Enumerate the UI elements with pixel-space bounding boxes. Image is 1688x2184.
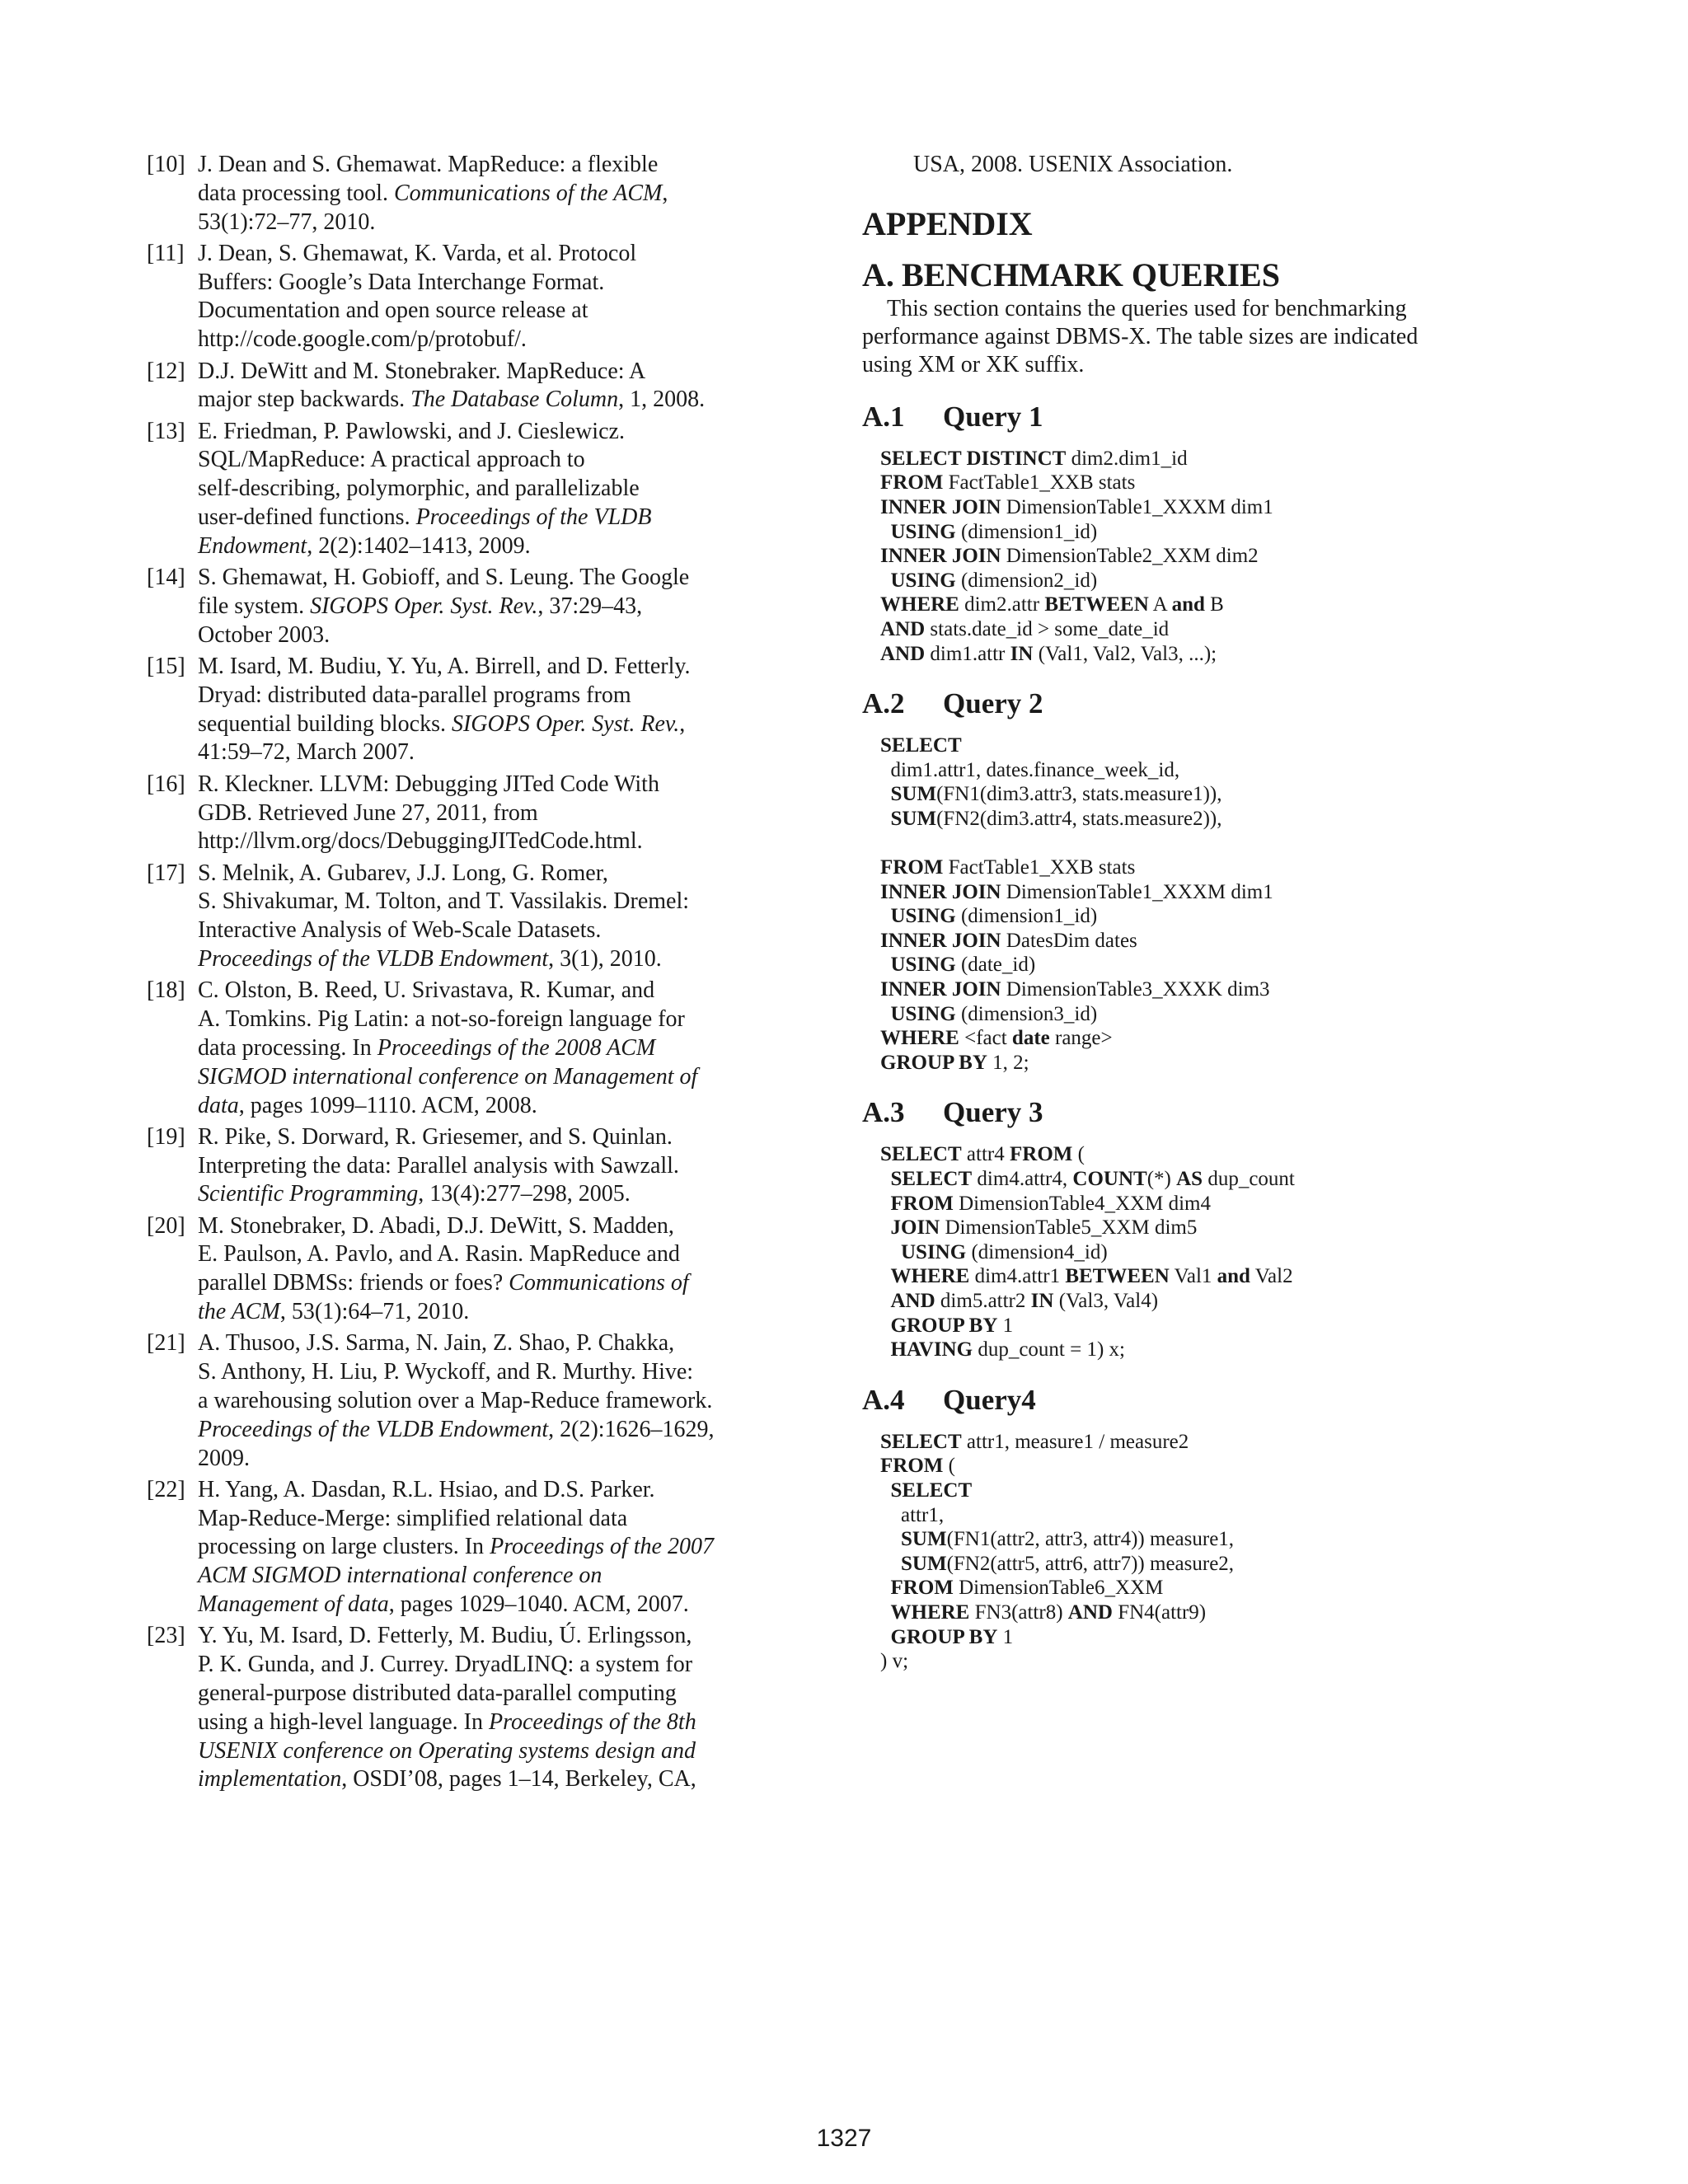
- sql-keyword: IN: [1030, 1290, 1054, 1313]
- sql-keyword: COUNT: [1072, 1168, 1147, 1191]
- italic-text: Proceedings of the 2008 ACM: [377, 1034, 656, 1061]
- reference-entry: [147, 1123, 806, 1209]
- sql-line: USING (dimension1_id): [890, 520, 1098, 543]
- query-number: A.4: [862, 1383, 905, 1416]
- italic-text: data: [198, 1092, 239, 1118]
- sql-keyword: SELECT: [890, 1479, 973, 1502]
- reference-continuation: USA, 2008. USENIX Association.: [913, 152, 1233, 177]
- sql-keyword: and: [1171, 593, 1205, 616]
- reference-line: file system. SIGOPS Oper. Syst. Rev., 37:29–43,: [198, 593, 643, 619]
- page-number: 1327: [816, 2125, 872, 2152]
- sql-line: WHERE <fact date range>: [880, 1027, 1113, 1050]
- sql-keyword: BETWEEN: [1065, 1265, 1170, 1288]
- sql-keyword: INNER JOIN: [880, 545, 1001, 568]
- sql-keyword: FROM: [1010, 1143, 1073, 1166]
- italic-text: Communications of: [509, 1270, 689, 1296]
- sql-keyword: BETWEEN: [1044, 593, 1149, 616]
- sql-code-block: [862, 733, 1522, 1075]
- reference-line: Proceedings of the VLDB Endowment, 2(2):1626–1629,: [198, 1416, 715, 1442]
- reference-line: the ACM, 53(1):64–71, 2010.: [198, 1299, 470, 1325]
- sql-keyword: FROM: [890, 1192, 954, 1215]
- italic-text: Proceedings of the 8th: [489, 1708, 696, 1735]
- reference-line: http://code.google.com/p/protobuf/.: [198, 326, 527, 353]
- italic-text: SIGOPS Oper. Syst. Rev.: [310, 593, 538, 619]
- sql-line: SELECT DISTINCT dim2.dim1_id: [880, 447, 1188, 470]
- sql-line: JOIN DimensionTable5_XXM dim5: [890, 1216, 1198, 1240]
- sql-line: USING (dimension4_id): [901, 1240, 1108, 1263]
- italic-text: Management of data: [198, 1591, 389, 1618]
- sql-line: FROM DimensionTable6_XXM: [890, 1577, 1164, 1600]
- sql-keyword: GROUP BY: [890, 1625, 998, 1648]
- sql-keyword: GROUP BY: [890, 1314, 998, 1337]
- appendix-column: [862, 151, 1522, 1674]
- sql-keyword: WHERE: [890, 1265, 970, 1288]
- reference-line: S. Ghemawat, H. Gobioff, and S. Leung. The Google: [198, 565, 690, 591]
- sql-keyword: SELECT: [880, 734, 962, 757]
- reference-line: Buffers: Google’s Data Interchange Format.: [198, 269, 605, 295]
- sql-line: [880, 832, 1522, 856]
- reference-line: October 2003.: [198, 621, 331, 648]
- reference-number: [18]: [147, 977, 185, 1004]
- sql-line: FROM (: [880, 1455, 955, 1478]
- sql-keyword: INNER JOIN: [880, 495, 1001, 518]
- sql-line: HAVING dup_count = 1) x;: [890, 1338, 1125, 1361]
- sql-code-block: [862, 447, 1522, 666]
- reference-line: Management of data, pages 1029–1040. ACM, 2007.: [198, 1591, 689, 1618]
- query-heading: [862, 1382, 1522, 1418]
- sql-line: USING (dimension1_id): [890, 905, 1098, 928]
- reference-line: J. Dean, S. Ghemawat, K. Varda, et al. Protocol: [198, 240, 637, 266]
- reference-line: Dryad: distributed data-parallel programs from: [198, 682, 631, 708]
- reference-line: C. Olston, B. Reed, U. Srivastava, R. Kumar, and: [198, 977, 655, 1004]
- sql-keyword: FROM: [880, 856, 944, 879]
- reference-line: SQL/MapReduce: A practical approach to: [198, 447, 585, 473]
- sql-keyword: USING: [890, 520, 956, 543]
- reference-line: implementation, OSDI’08, pages 1–14, Berkeley, CA,: [198, 1766, 696, 1793]
- sql-keyword: HAVING: [890, 1338, 973, 1361]
- sql-line: SUM(FN1(attr2, attr3, attr4)) measure1,: [901, 1528, 1235, 1551]
- reference-line: processing on large clusters. In Proceedings of the 2007: [198, 1534, 714, 1560]
- reference-number: [19]: [147, 1123, 185, 1150]
- reference-line: S. Shivakumar, M. Tolton, and T. Vassilakis. Dremel:: [198, 888, 690, 915]
- sql-keyword: FROM: [890, 1577, 954, 1600]
- sql-keyword: USING: [890, 569, 956, 592]
- sql-keyword: WHERE: [890, 1601, 970, 1624]
- sql-keyword: WHERE: [880, 593, 959, 616]
- reference-line: self-describing, polymorphic, and parallelizable: [198, 476, 640, 502]
- appendix-heading: APPENDIX: [862, 204, 1033, 242]
- reference-line: using a high-level language. In Proceedings of the 8th: [198, 1708, 696, 1735]
- sql-code-block: [862, 1142, 1522, 1361]
- sql-keyword: JOIN: [890, 1216, 940, 1240]
- reference-entry: [147, 653, 806, 767]
- reference-line: J. Dean and S. Ghemawat. MapReduce: a flexible: [198, 152, 659, 177]
- section-number: A.: [862, 255, 894, 293]
- reference-line: data processing tool. Communications of the ACM,: [198, 180, 668, 206]
- sql-line: SUM(FN1(dim3.attr3, stats.measure1)),: [890, 783, 1222, 806]
- query-number: A.2: [862, 687, 905, 720]
- reference-line: S. Anthony, H. Liu, P. Wyckoff, and R. Murthy. Hive:: [198, 1359, 694, 1385]
- reference-number: [20]: [147, 1212, 185, 1239]
- reference-line: 2009.: [198, 1445, 250, 1471]
- query-title: Query 2: [943, 687, 1043, 720]
- intro-line: performance against DBMS-X. The table sizes are indicated: [862, 323, 1418, 349]
- reference-entry: [147, 240, 806, 354]
- section-intro: [862, 295, 1522, 379]
- reference-line: [198, 1063, 806, 1092]
- sql-line: USING (date_id): [890, 954, 1036, 977]
- sql-keyword: USING: [901, 1240, 967, 1263]
- sql-keyword: SELECT: [880, 1430, 962, 1453]
- sql-keyword: AND: [1067, 1601, 1113, 1624]
- reference-line: M. Stonebraker, D. Abadi, D.J. DeWitt, S. Madden,: [198, 1212, 674, 1239]
- reference-line: A. Thusoo, J.S. Sarma, N. Jain, Z. Shao, P. Chakka,: [198, 1330, 675, 1357]
- reference-line: S. Melnik, A. Gubarev, J.J. Long, G. Romer,: [198, 860, 608, 886]
- sql-keyword: USING: [890, 954, 956, 977]
- sql-line: AND dim5.attr2 IN (Val3, Val4): [890, 1290, 1159, 1313]
- sql-line: INNER JOIN DimensionTable2_XXM dim2: [880, 545, 1259, 568]
- reference-entry: [147, 860, 806, 974]
- reference-line: R. Pike, S. Dorward, R. Griesemer, and S. Quinlan.: [198, 1123, 673, 1150]
- sql-keyword: INNER JOIN: [880, 978, 1001, 1001]
- intro-line: using XM or XK suffix.: [862, 351, 1085, 377]
- section-title: BENCHMARK QUERIES: [902, 255, 1280, 293]
- reference-line: Scientific Programming, 13(4):277–298, 2005.: [198, 1181, 631, 1207]
- sql-keyword: AND: [880, 642, 926, 665]
- italic-text: USENIX conference on Operating systems design and: [198, 1737, 696, 1764]
- sql-line: ) v;: [880, 1650, 909, 1673]
- reference-number: [16]: [147, 771, 185, 797]
- sql-keyword: SELECT: [880, 1143, 962, 1166]
- sql-line: FROM FactTable1_XXB stats: [880, 856, 1136, 879]
- reference-line: major step backwards. The Database Column, 1, 2008.: [198, 387, 706, 413]
- sql-line: INNER JOIN DatesDim dates: [880, 929, 1137, 952]
- reference-entry: [147, 564, 806, 649]
- reference-line: H. Yang, A. Dasdan, R.L. Hsiao, and D.S. Parker.: [198, 1476, 655, 1502]
- reference-line: E. Paulson, A. Pavlo, and A. Rasin. MapReduce and: [198, 1241, 680, 1268]
- reference-entry: [147, 418, 806, 561]
- sql-line: USING (dimension3_id): [890, 1002, 1098, 1025]
- sql-line: attr1,: [880, 1503, 945, 1526]
- sql-keyword: SELECT DISTINCT: [880, 447, 1067, 470]
- sql-keyword: INNER JOIN: [880, 880, 1001, 903]
- references-column: [147, 151, 806, 1797]
- sql-line: INNER JOIN DimensionTable1_XXXM dim1: [880, 495, 1273, 518]
- reference-line: Interactive Analysis of Web-Scale Datasets.: [198, 917, 602, 944]
- sql-code-block: [862, 1430, 1522, 1674]
- sql-line: WHERE FN3(attr8) AND FN4(attr9): [890, 1601, 1207, 1624]
- sql-keyword: SUM: [890, 783, 937, 806]
- sql-keyword: and: [1217, 1265, 1250, 1288]
- query-list: [862, 399, 1522, 1674]
- reference-line: Proceedings of the VLDB Endowment, 3(1), 2010.: [198, 946, 662, 972]
- sql-line: FROM FactTable1_XXB stats: [880, 471, 1136, 494]
- reference-entry: [147, 1622, 806, 1794]
- sql-line: WHERE dim2.attr BETWEEN A and B: [880, 593, 1224, 616]
- italic-text: SIGMOD international conference on Management of: [198, 1063, 698, 1090]
- italic-text: implementation: [198, 1766, 342, 1793]
- reference-line: a warehousing solution over a Map-Reduce framework.: [198, 1387, 713, 1413]
- reference-line: http://llvm.org/docs/DebuggingJITedCode.html.: [198, 828, 643, 855]
- reference-line: data processing. In Proceedings of the 2008 ACM: [198, 1034, 656, 1061]
- sql-line: SELECT attr4 FROM (: [880, 1143, 1085, 1166]
- sql-keyword: FROM: [880, 471, 944, 494]
- sql-line: AND stats.date_id > some_date_id: [880, 617, 1170, 640]
- reference-number: [23]: [147, 1623, 185, 1649]
- sql-line: GROUP BY 1: [890, 1625, 1014, 1648]
- sql-line: USING (dimension2_id): [890, 569, 1098, 592]
- italic-text: Communications of the ACM: [393, 180, 663, 206]
- reference-line: E. Friedman, P. Pawlowski, and J. Cieslewicz.: [198, 418, 625, 444]
- italic-text: Proceedings of the VLDB: [415, 504, 652, 531]
- reference-line: GDB. Retrieved June 27, 2011, from: [198, 799, 538, 826]
- sql-keyword: SELECT: [890, 1168, 973, 1191]
- reference-line: general-purpose distributed data-parallel computing: [198, 1680, 677, 1706]
- sql-keyword: SUM: [901, 1552, 947, 1575]
- query-heading: [862, 1094, 1522, 1131]
- sql-keyword: date: [1011, 1027, 1050, 1050]
- italic-text: ACM SIGMOD international conference on: [198, 1563, 603, 1589]
- reference-list: [147, 151, 806, 1794]
- reference-entry: [147, 151, 806, 237]
- italic-text: Proceedings of the 2007: [490, 1534, 714, 1560]
- reference-line: 41:59–72, March 2007.: [198, 739, 415, 766]
- sql-line: [880, 733, 1522, 758]
- sql-keyword: AS: [1176, 1168, 1203, 1191]
- reference-number: [17]: [147, 860, 185, 886]
- sql-line: SUM(FN2(dim3.attr4, stats.measure2)),: [890, 807, 1222, 830]
- reference-line: A. Tomkins. Pig Latin: a not-so-foreign language for: [198, 1006, 685, 1033]
- reference-entry: [147, 1476, 806, 1619]
- sql-keyword: WHERE: [880, 1027, 959, 1050]
- reference-number: [15]: [147, 654, 185, 680]
- sql-line: AND dim1.attr IN (Val1, Val2, Val3, ...);: [880, 642, 1217, 665]
- reference-line: [198, 1737, 806, 1766]
- query-heading: [862, 686, 1522, 722]
- sql-keyword: IN: [1010, 642, 1034, 665]
- italic-text: the ACM: [198, 1299, 280, 1325]
- reference-line: R. Kleckner. LLVM: Debugging JITed Code With: [198, 771, 659, 797]
- italic-text: The Database Column: [410, 387, 619, 413]
- reference-number: [10]: [147, 152, 185, 177]
- reference-line: D.J. DeWitt and M. Stonebraker. MapReduce: A: [198, 358, 646, 384]
- query-number: A.3: [862, 1096, 905, 1129]
- reference-line: Interpreting the data: Parallel analysis with Sawzall.: [198, 1152, 679, 1179]
- sql-keyword: USING: [890, 905, 956, 928]
- italic-text: Proceedings of the VLDB Endowment: [198, 946, 549, 972]
- sql-line: INNER JOIN DimensionTable3_XXXK dim3: [880, 978, 1270, 1001]
- sql-line: SELECT attr1, measure1 / measure2: [880, 1430, 1189, 1453]
- reference-line: Documentation and open source release at: [198, 298, 588, 324]
- sql-keyword: AND: [880, 617, 926, 640]
- reference-number: [22]: [147, 1476, 185, 1502]
- italic-text: Scientific Programming: [198, 1181, 419, 1207]
- sql-line: GROUP BY 1: [890, 1314, 1014, 1337]
- reference-line: [198, 1562, 806, 1591]
- query-number: A.1: [862, 400, 905, 433]
- reference-entry: [147, 771, 806, 856]
- reference-line: data, pages 1099–1110. ACM, 2008.: [198, 1092, 537, 1118]
- sql-keyword: SUM: [901, 1528, 947, 1551]
- reference-number: [21]: [147, 1330, 185, 1357]
- sql-keyword: INNER JOIN: [880, 929, 1001, 952]
- italic-text: Endowment: [198, 532, 307, 559]
- sql-keyword: SUM: [890, 807, 937, 830]
- reference-entry: [147, 358, 806, 415]
- reference-line: Map-Reduce-Merge: simplified relational data: [198, 1505, 628, 1531]
- reference-line: user-defined functions. Proceedings of the VLDB: [198, 504, 652, 531]
- reference-line: Y. Yu, M. Isard, D. Fetterly, M. Budiu, Ú. Erlingsson,: [198, 1623, 692, 1649]
- reference-entry: [147, 1329, 806, 1473]
- italic-text: SIGOPS Oper. Syst. Rev.: [451, 710, 680, 737]
- sql-keyword: USING: [890, 1002, 956, 1025]
- reference-number: [11]: [147, 240, 185, 266]
- reference-entry: [147, 1212, 806, 1327]
- italic-text: Proceedings of the VLDB Endowment: [198, 1416, 549, 1442]
- reference-line: M. Isard, M. Budiu, Y. Yu, A. Birrell, and D. Fetterly.: [198, 654, 691, 680]
- sql-line: INNER JOIN DimensionTable1_XXXM dim1: [880, 880, 1273, 903]
- sql-keyword: GROUP BY: [880, 1051, 987, 1074]
- reference-line: 53(1):72–77, 2010.: [198, 209, 376, 235]
- reference-number: [12]: [147, 358, 185, 384]
- section-heading: [862, 255, 1522, 295]
- query-heading: [862, 399, 1522, 435]
- reference-line: P. K. Gunda, and J. Currey. DryadLINQ: a system for: [198, 1652, 693, 1678]
- sql-line: [880, 1479, 1522, 1503]
- sql-keyword: FROM: [880, 1455, 944, 1478]
- reference-line: Endowment, 2(2):1402–1413, 2009.: [198, 532, 531, 559]
- sql-line: SUM(FN2(attr5, attr6, attr7)) measure2,: [901, 1552, 1235, 1575]
- query-title: Query 1: [943, 400, 1043, 433]
- intro-line: This section contains the queries used for benchmarking: [887, 295, 1407, 321]
- sql-line: GROUP BY 1, 2;: [880, 1051, 1029, 1074]
- reference-entry: [147, 977, 806, 1120]
- sql-line: WHERE dim4.attr1 BETWEEN Val1 and Val2: [890, 1265, 1293, 1288]
- sql-line: SELECT dim4.attr4, COUNT(*) AS dup_count: [890, 1168, 1295, 1191]
- reference-number: [13]: [147, 418, 185, 444]
- query-title: Query 3: [943, 1096, 1043, 1129]
- sql-line: FROM DimensionTable4_XXM dim4: [890, 1192, 1211, 1215]
- query-title: Query4: [943, 1383, 1036, 1416]
- reference-number: [14]: [147, 565, 185, 591]
- reference-line: parallel DBMSs: friends or foes? Communications of: [198, 1270, 689, 1296]
- sql-keyword: AND: [890, 1290, 935, 1313]
- reference-line: sequential building blocks. SIGOPS Oper. Syst. Rev.,: [198, 710, 686, 737]
- sql-line: dim1.attr1, dates.finance_week_id,: [880, 758, 1180, 781]
